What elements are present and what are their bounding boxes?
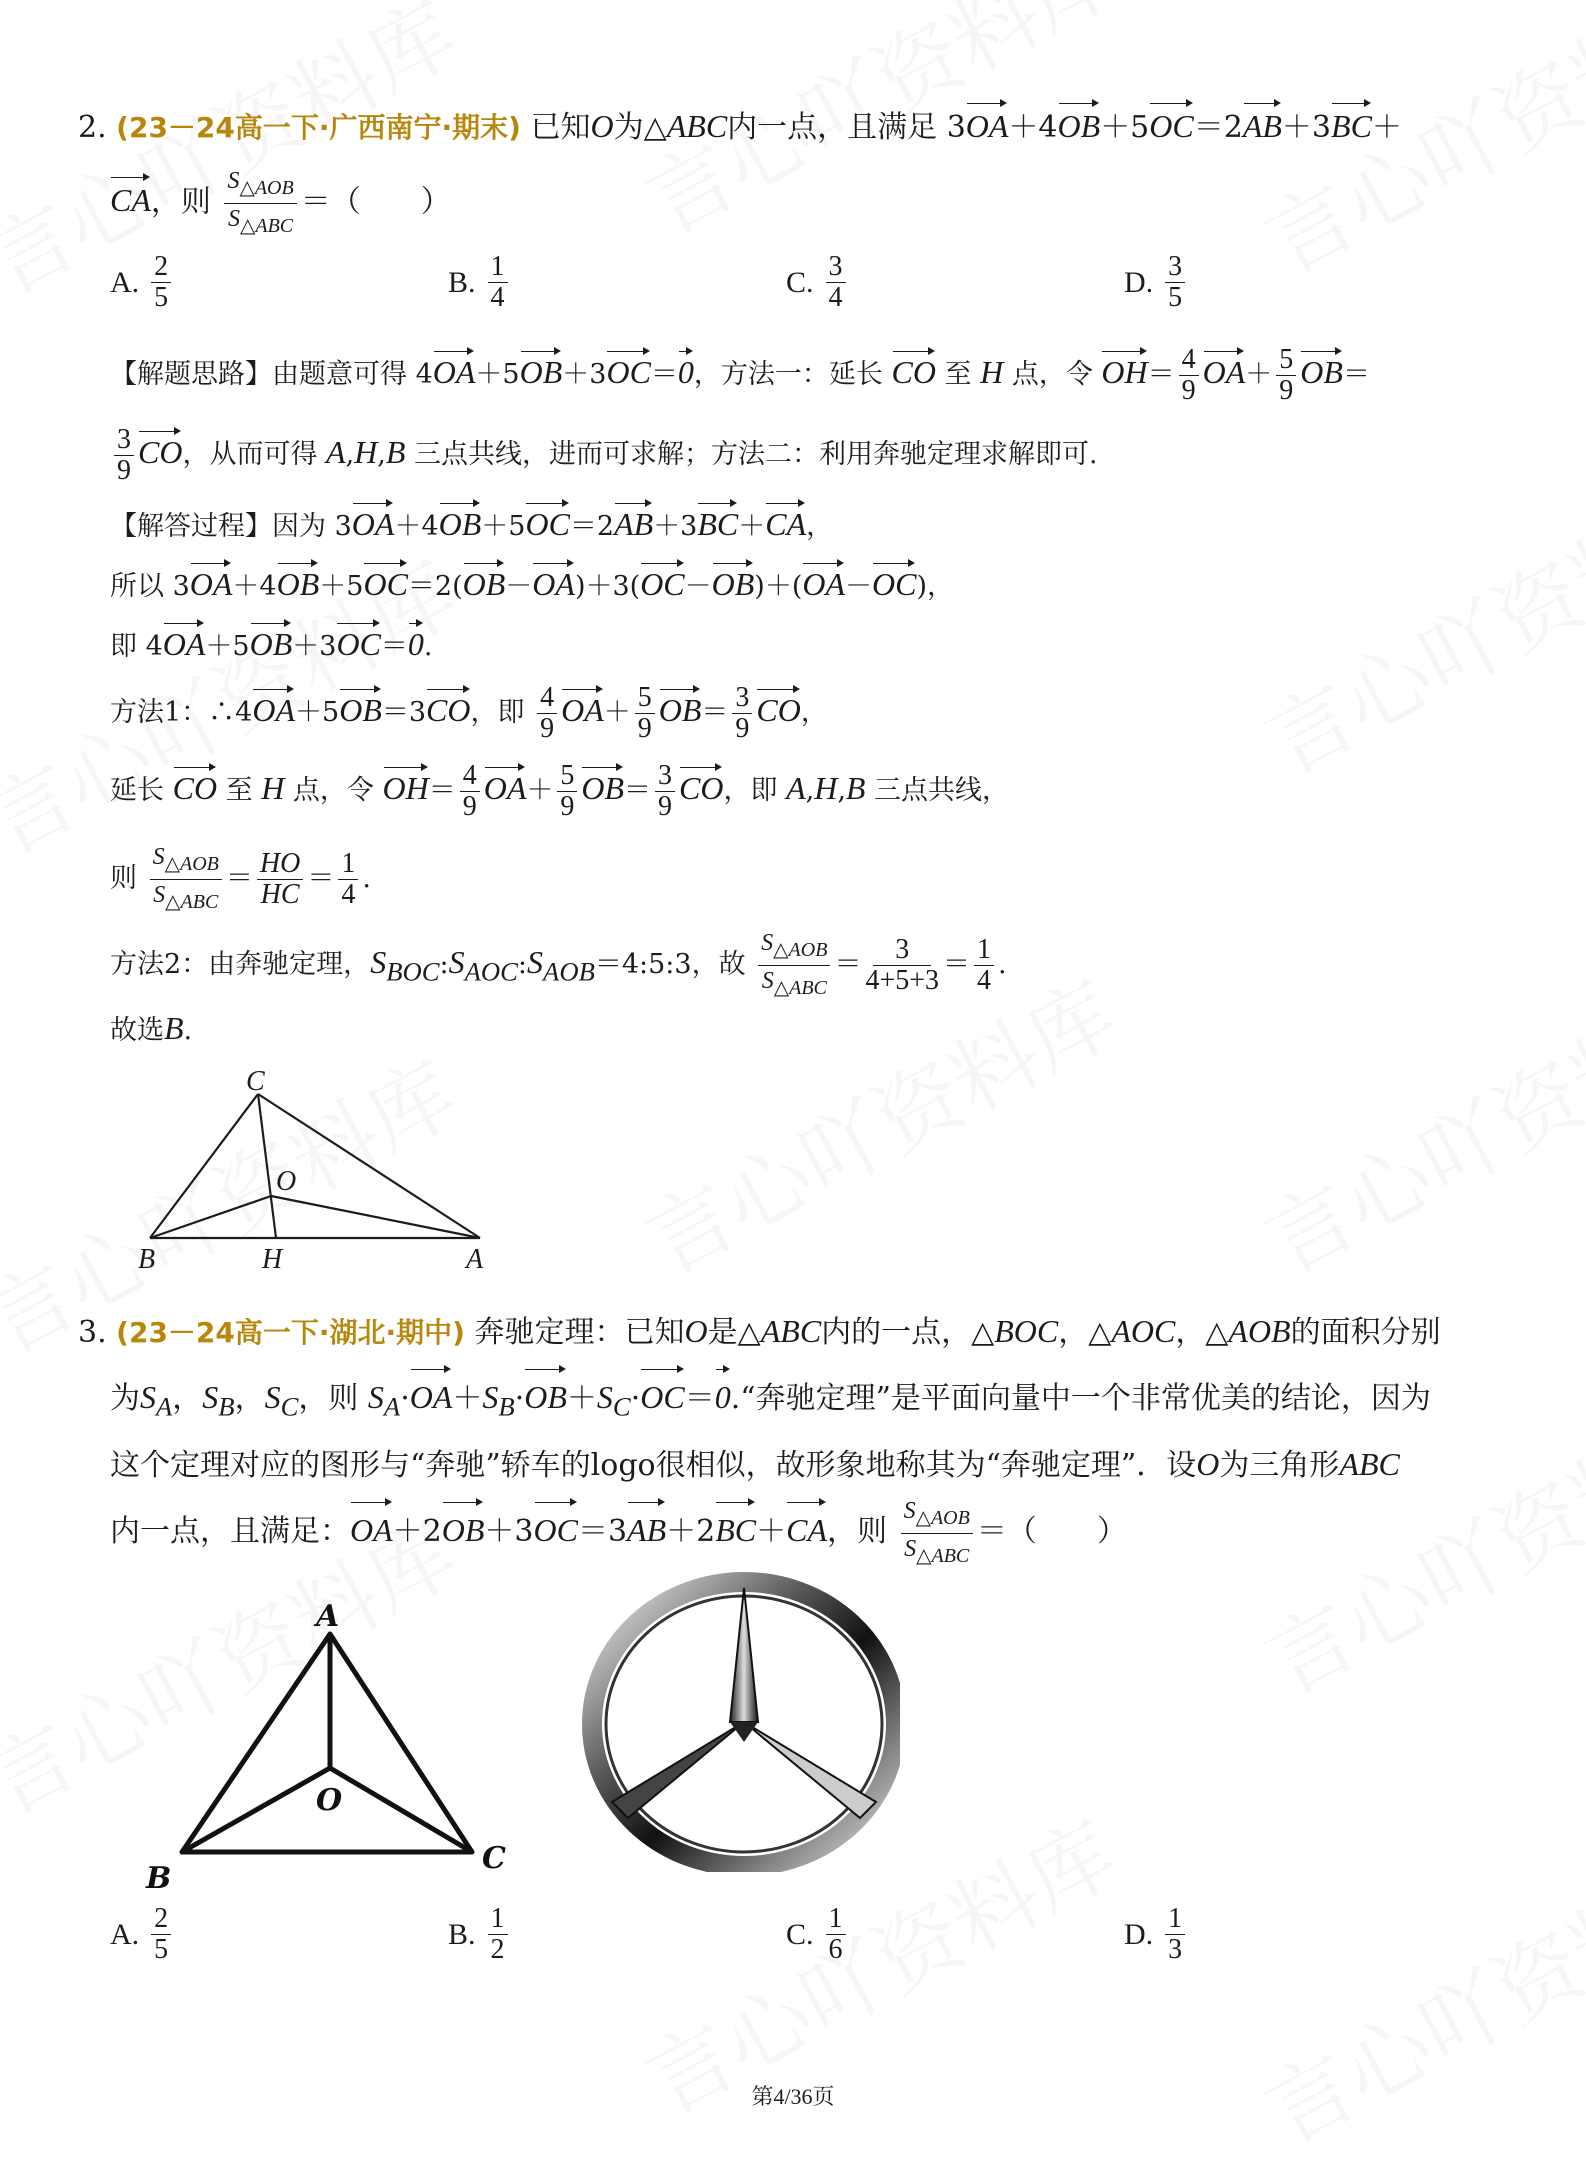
question-2: 2. (23－24高一下·广西南宁·期末) 已知O为△ABC内一点，且满足 3OA＋4OB＋5OC＝2AB＋3BC＋ CA，则 $\frac{S_{\triangle AOB}}{S_{\triangle ABC}}$ ＝（ ） xyxy=(78,96,1528,241)
q2-label-c: C xyxy=(246,1066,265,1097)
q2-label-a: A xyxy=(466,1244,484,1275)
q2-stem: 2. (23－24高一下·广西南宁·期末) 已知O为△ABC内一点，且满足 3OA＋4OB＋5OC＝2AB＋3BC＋ xyxy=(78,96,1528,152)
q3-label-a: A xyxy=(316,1599,340,1634)
q2-solution-line6: 则 $\frac{S_{\triangle AOB}}{S_{\triangle ABC}}$ ＝ $\frac{HO}{HC}$ ＝ $\frac{1}{4}$ . xyxy=(110,844,371,913)
page-number: 第4/36页 xyxy=(751,2084,835,2109)
q3-option-a[interactable]: A. $\frac{2}{5}$ xyxy=(110,1904,175,1965)
q2-solution-line5: 延长 CO 至 H 点，令 OH＝ $\frac{4}{9}$ OA＋ $\frac{5}{9}$ OB＝ $\frac{3}{9}$ CO，即 A,H,B 三点共线， xyxy=(110,760,1010,822)
q2-solution-line8: 故选B. xyxy=(110,1010,193,1046)
q3-option-b[interactable]: B. $\frac{1}{2}$ xyxy=(448,1904,512,1965)
q3-label-c: C xyxy=(482,1841,506,1876)
q3-option-c[interactable]: C. $\frac{1}{6}$ xyxy=(786,1904,850,1965)
q2-label-o: O xyxy=(276,1166,297,1197)
q3-label-b: B xyxy=(146,1861,172,1890)
q2-option-c[interactable]: C. $\frac{3}{4}$ xyxy=(786,252,850,313)
q2-solution-line3: 即 4OA＋5OB＋3OC＝0. xyxy=(110,616,1530,669)
q2-solution-line2: 所以 3OA＋4OB＋5OC＝2(OB－OA)＋3(OC－OB)＋(OA－OC)， xyxy=(110,556,1530,609)
q3-number: 3. xyxy=(78,1315,107,1350)
q3-triangle-figure xyxy=(130,1590,530,1890)
q2-triangle-figure xyxy=(130,1060,510,1280)
q2-option-d[interactable]: D. $\frac{3}{5}$ xyxy=(1124,252,1189,313)
q2-analysis-line1: 【解题思路】由题意可得 4OA＋5OB＋3OC＝0，方法一：延长 CO 至 H 点，令 OH＝ $\frac{4}{9}$ OA＋ $\frac{5}{9}$ OB＝ xyxy=(110,344,1370,406)
q3-option-d[interactable]: D. $\frac{1}{3}$ xyxy=(1124,1904,1189,1965)
q2-options xyxy=(110,252,1510,312)
q3-source: (23－24高一下·湖北·期中) xyxy=(116,1316,465,1349)
q2-solution-line7: 方法2：由奔驰定理，$S_{BOC}:S_{AOC}:S_{AOB}=4:5:3$，故 $\frac{S_{\triangle AOB}}{S_{\triangle ABC}}$ ＝ $\frac{3}{4+5+3}$ ＝ $\frac{1}{4}$ . xyxy=(110,930,1007,999)
q2-source: (23－24高一下·广西南宁·期末) xyxy=(116,111,521,144)
q3-options xyxy=(110,1904,1510,1964)
q2-solution-line1: 【解答过程】因为 3OA＋4OB＋5OC＝2AB＋3BC＋CA， xyxy=(110,496,1530,549)
watermark xyxy=(1241,1816,1586,2168)
q2-solution-tag: 【解答过程】 xyxy=(110,511,272,542)
q3-label-o: O xyxy=(316,1783,343,1818)
q2-label-b: B xyxy=(138,1244,156,1275)
question-3: 3. (23－24高一下·湖北·期中) 奔驰定理：已知O是△ABC内的一点，△BOC，△AOC，△AOB的面积分别 为$S_A$，$S_B$，$S_C$，则 $S_A\cdot OA+S_B\cdot OB+S_C\cdot OC=0.“$奔驰定理”是平面向量中一个非常优美的结论，因为 这个定理对应的图形与“奔驰”轿车的logo很相似，故形象地称其为“奔驰定理”．设O为三角形ABC 内一点，且满足：OA＋2OB＋3OC＝3AB＋2BC＋CA，则 $\frac{S_{\triangle AOB}}{S_{\triangle ABC}}$ ＝（ ） xyxy=(78,1313,1441,1567)
q2-solution-line4: 方法1：∴4OA＋5OB＝3CO，即 $\frac{4}{9}$ OA＋ $\frac{5}{9}$ OB＝ $\frac{3}{9}$ CO， xyxy=(110,682,828,744)
q2-option-a[interactable]: A. $\frac{2}{5}$ xyxy=(110,252,175,313)
q2-analysis-tag: 【解题思路】 xyxy=(110,359,272,390)
q2-option-b[interactable]: B. $\frac{1}{4}$ xyxy=(448,252,512,313)
benz-logo-image xyxy=(580,1572,900,1872)
q2-label-h: H xyxy=(262,1244,283,1275)
q2-analysis-line2: $\frac{3}{9}$ CO，从而可得 A,H,B 三点共线，进而可求解；方法二：利用奔驰定理求解即可. xyxy=(110,424,1530,486)
q2-number: 2. xyxy=(78,110,107,145)
